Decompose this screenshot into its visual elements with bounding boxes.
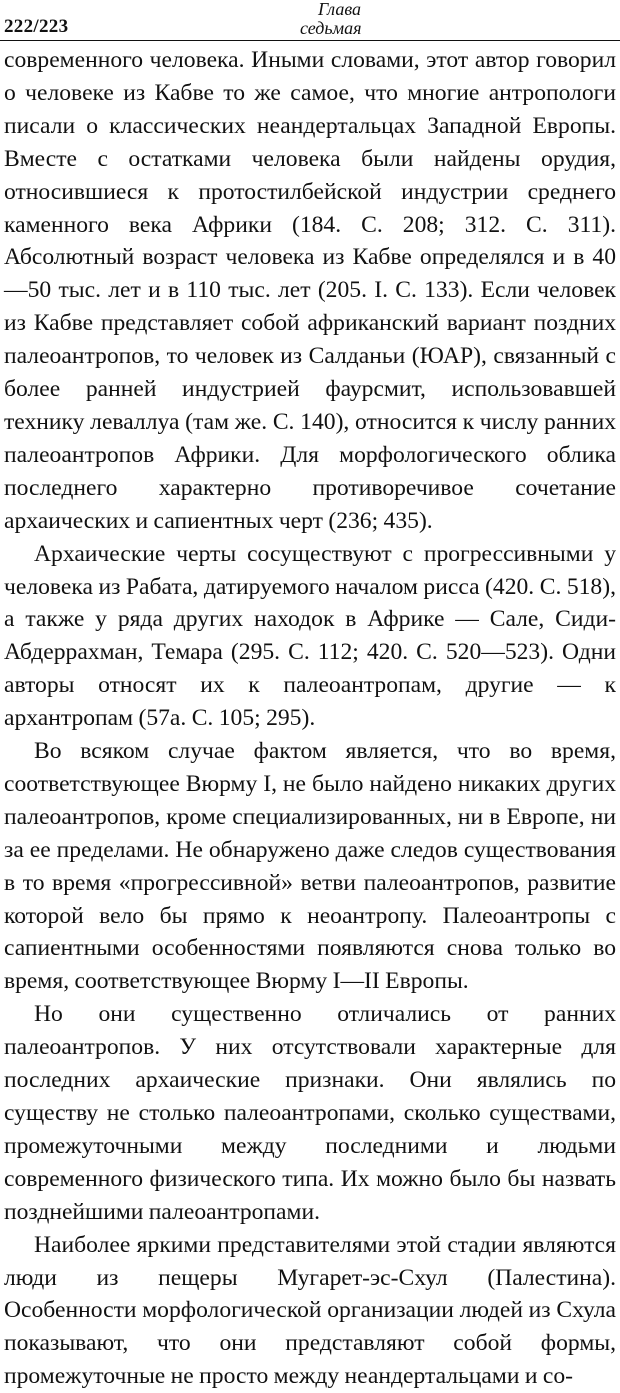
header-rule [0, 40, 620, 41]
body-text [4, 44, 616, 1393]
page-number: 222/223 [4, 16, 69, 37]
paragraph: Архаические черты сосуществуют с прогрессивными у человека из Рабата, датируемого началом рисса (420. С. 518), а также у ряда других находок в Африке — Сале, Сиди-Абдеррахман, Темара (295. С. 112; 420. С. 520—523). Одни авторы относят их к палеоантропам, другие — к архантропам (57а. С. 105; 295). [4, 540, 616, 732]
page-header [0, 0, 620, 44]
running-head-line-1: Глава [318, 0, 362, 19]
paragraph: Во всяком случае фактом является, что во время, соответствующее Вюрму I, не было найдено никаких других палеоантропов, кроме специализированных, ни в Европе, ни за ее пределами. Не обнаружено даже следов существования в то время «прогрессивной» ветви палеоантропов, развитие которой вело бы прямо к неоантропу. Палеоантропы с сапиентными особенностями появляются снова только во время, соответствующее Вюрму I—II Европы. [4, 738, 616, 995]
paragraph: Но они существенно отличались от ранних палеоантропов. У них отсутствовали характерные для последних архаические признаки. Они являлись по существу не столько палеоантропами, сколько существами, промежуточными между последними и людьми современного физического типа. Их можно было бы назвать позднейшими палеоантропами. [4, 1001, 616, 1225]
running-head-chapter [300, 0, 420, 38]
running-head-line-2: седьмая [300, 18, 362, 38]
paragraph: Наиболее яркими представителями этой стадии являются люди из пещеры Мугарет-эс-Схул (Палестина). Особенности морфологической организации людей из Схула показывают, что они представляют собой формы, промежуточные не просто между неандертальцами и со- [4, 1231, 616, 1390]
paragraph-continued: современного человека. Иными словами, этот автор говорил о человеке из Кабве то же самое, что многие антропологи писали о классических неандертальцах Западной Европы. Вместе с остатками человека были найдены орудия, относившиеся к протостилбейской индустрии среднего каменного века Африки (184. С. 208; 312. С. 311). Абсолютный возраст человека из Кабве определялся и в 40—50 тыс. лет и в 110 тыс. лет (205. I. С. 133). Если человек из Кабве представляет собой африканский вариант поздних палеоантропов, то человек из Салданьи (ЮАР), связанный с более ранней индустрией фаурсмит, использовавшей технику леваллуа (там же. С. 140), относится к числу ранних палеоантропов Африки. Для морфологического облика последнего характерно противоречивое сочетание архаических и сапиентных черт (236; 435). [4, 47, 616, 534]
